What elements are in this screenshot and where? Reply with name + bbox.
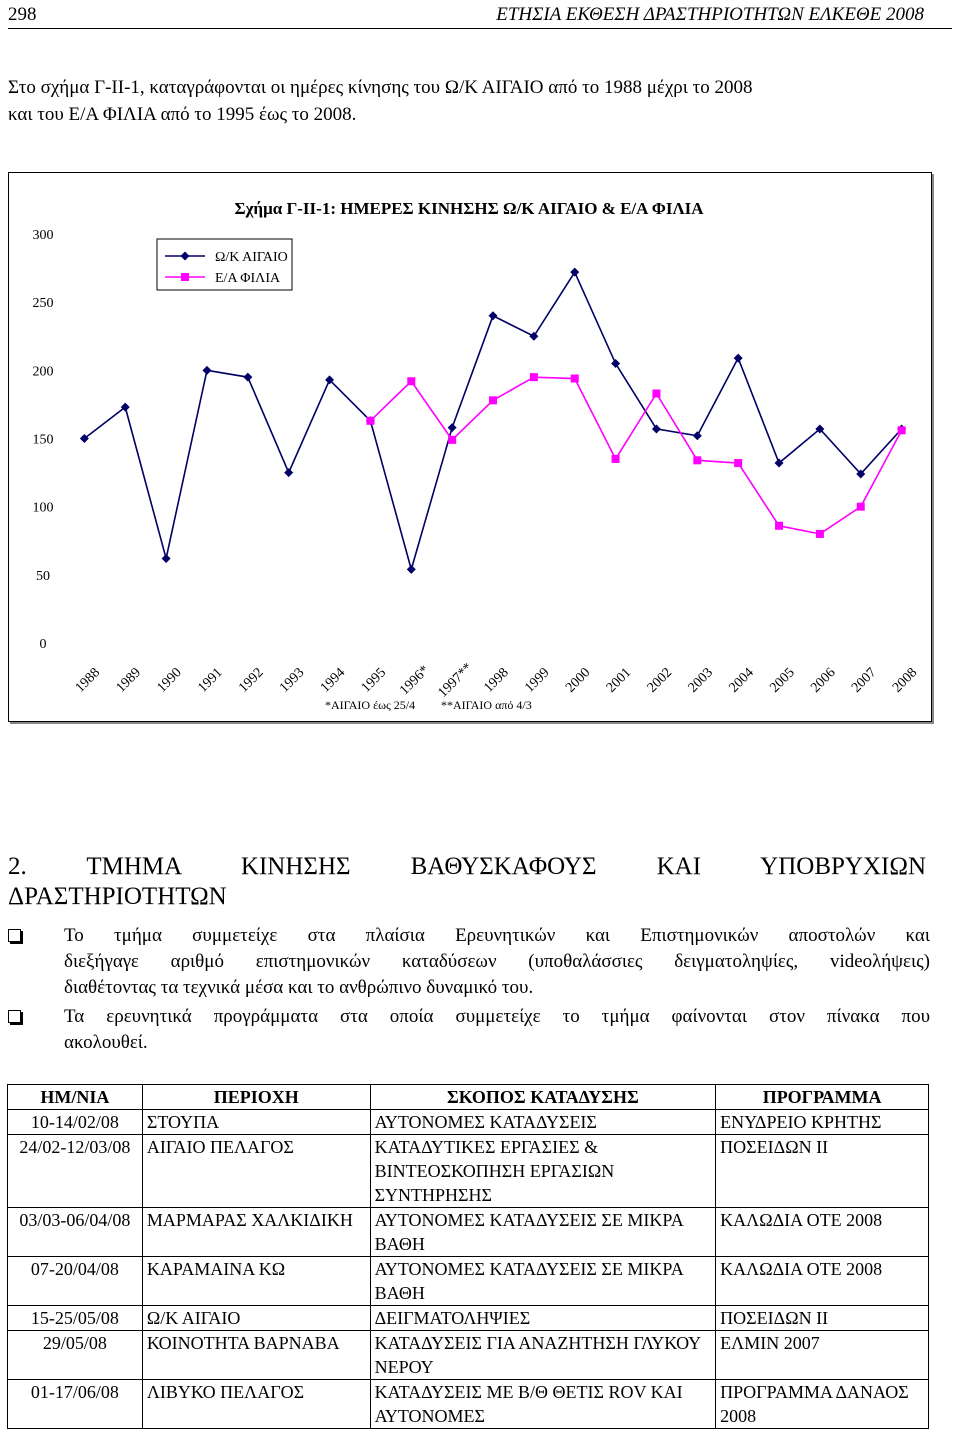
cell-date: 03/03-06/04/08 bbox=[8, 1208, 143, 1257]
x-tick-label: 1990 bbox=[154, 665, 185, 696]
data-point bbox=[489, 311, 498, 320]
chart-frame bbox=[8, 172, 932, 722]
bullet-1-line-2: διεξήγαγε αριθμό επιστημονικών καταδύσεων (υποθαλάσσιες δειγματοληψίες, videoλήψεις) bbox=[64, 951, 930, 972]
cell-program: ΠΟΣΕΙΔΩΝ ΙΙ bbox=[716, 1135, 929, 1208]
y-tick-label: 150 bbox=[32, 432, 54, 448]
x-tick-label: 2005 bbox=[767, 665, 798, 696]
cell-area: ΑΙΓΑΙΟ ΠΕΛΑΓΟΣ bbox=[142, 1135, 370, 1208]
x-tick-label: 2008 bbox=[889, 665, 921, 696]
x-tick-label: 2007 bbox=[849, 665, 880, 696]
y-tick-label: 100 bbox=[32, 500, 54, 516]
x-tick-label: 2006 bbox=[808, 665, 839, 696]
data-point bbox=[693, 456, 701, 464]
cell-program: ΚΑΛΩΔΙΑ ΟΤΕ 2008 bbox=[716, 1257, 929, 1306]
table-row bbox=[8, 1380, 929, 1429]
x-tick-label: 1998 bbox=[481, 665, 512, 696]
y-tick-label: 0 bbox=[39, 637, 47, 652]
x-tick-label: 1992 bbox=[236, 665, 267, 696]
x-tick-label: 1999 bbox=[522, 665, 553, 696]
section-title-line-2: ΔΡΑΣΤΗΡΙΟΤΗΤΩΝ bbox=[8, 883, 227, 910]
page-header bbox=[8, 4, 952, 30]
legend-label: Ε/Α ΦΙΛΙΑ bbox=[215, 271, 281, 286]
data-point bbox=[448, 436, 456, 444]
data-point bbox=[857, 503, 865, 511]
series-line-2 bbox=[370, 377, 901, 534]
cell-program: ΠΡΟΓΡΑΜΜΑ ΔΑΝΑΟΣ 2008 bbox=[716, 1380, 929, 1429]
legend-marker bbox=[181, 273, 189, 281]
data-point bbox=[570, 268, 579, 277]
data-point bbox=[407, 377, 415, 385]
cell-purpose: ΚΑΤΑΔΥΣΕΙΣ ΓΙΑ ΑΝΑΖΗΤΗΣΗ ΓΛΥΚΟΥ ΝΕΡΟΥ bbox=[370, 1331, 716, 1380]
programs-table bbox=[7, 1084, 929, 1429]
y-tick-label: 200 bbox=[32, 364, 54, 380]
column-header-purpose: ΣΚΟΠΟΣ ΚΑΤΑΔΥΣΗΣ bbox=[370, 1085, 716, 1110]
table-row bbox=[8, 1135, 929, 1208]
cell-program: ΠΟΣΕΙΔΩΝ ΙΙ bbox=[716, 1306, 929, 1331]
chart-footnote: **ΑΙΓΑΙΟ από 4/3 bbox=[441, 698, 532, 712]
cell-area: ΛΙΒΥΚΟ ΠΕΛΑΓΟΣ bbox=[142, 1380, 370, 1429]
y-tick-label: 250 bbox=[32, 296, 54, 312]
x-tick-label: 1997** bbox=[435, 660, 476, 701]
cell-date: 24/02-12/03/08 bbox=[8, 1135, 143, 1208]
x-tick-label: 1995 bbox=[358, 665, 390, 696]
bullet-2-line-1: Τα ερευνητικά προγράμματα στα οποία συμμετείχε το τμήμα φαίνονται στον πίνακα που bbox=[64, 1006, 930, 1027]
bullet-item-1 bbox=[8, 923, 930, 1003]
legend-label: Ω/Κ ΑΙΓΑΙΟ bbox=[215, 250, 288, 265]
data-point bbox=[529, 332, 538, 341]
x-tick-label: 1996* bbox=[397, 662, 433, 699]
intro-line-1: Στο σχήμα Γ-ΙΙ-1, καταγράφονται οι ημέρες κίνησης του Ω/Κ ΑΙΓΑΙΟ από το 1988 μέχρι το 2008 bbox=[8, 77, 753, 98]
cell-purpose: ΑΥΤΟΝΟΜΕΣ ΚΑΤΑΔΥΣΕΙΣ bbox=[370, 1110, 716, 1135]
data-point bbox=[652, 424, 661, 433]
cell-program: ΚΑΛΩΔΙΑ ΟΤΕ 2008 bbox=[716, 1208, 929, 1257]
x-tick-label: 1991 bbox=[195, 665, 226, 696]
bullet-1-line-3: διαθέτοντας τα τεχνικά μέσα και το ανθρώπινο δυναμικό του. bbox=[64, 977, 534, 998]
y-tick-label: 300 bbox=[32, 228, 54, 243]
data-point bbox=[734, 354, 743, 363]
bullet-item-2 bbox=[8, 1004, 930, 1058]
cell-date: 07-20/04/08 bbox=[8, 1257, 143, 1306]
chart-title: Σχήμα Γ-ΙΙ-1: ΗΜΕΡΕΣ ΚΙΝΗΣΗΣ Ω/Κ ΑΙΓΑΙΟ & Ε/Α ΦΙΛΙΑ bbox=[234, 199, 704, 218]
cell-program: ΕΝΥΔΡΕΙΟ ΚΡΗΤΗΣ bbox=[716, 1110, 929, 1135]
x-tick-label: 2004 bbox=[726, 665, 757, 696]
data-point bbox=[734, 459, 742, 467]
data-point bbox=[652, 390, 660, 398]
cell-purpose: ΚΑΤΑΔΥΣΕΙΣ ΜΕ Β/Θ ΘΕΤΙΣ ROV ΚΑΙ ΑΥΤΟΝΟΜΕΣ bbox=[370, 1380, 716, 1429]
cell-area: ΣΤΟΥΠΑ bbox=[142, 1110, 370, 1135]
x-tick-label: 2002 bbox=[644, 665, 676, 696]
table-row bbox=[8, 1110, 929, 1135]
data-point bbox=[448, 423, 457, 432]
data-point bbox=[571, 375, 579, 383]
cell-purpose: ΚΑΤΑΔΥΤΙΚΕΣ ΕΡΓΑΣΙΕΣ & ΒΙΝΤΕΟΣΚΟΠΗΣΗ ΕΡΓΑΣΙΩΝ ΣΥΝΤΗΡΗΣΗΣ bbox=[370, 1135, 716, 1208]
line-chart bbox=[9, 173, 931, 721]
data-point bbox=[202, 366, 211, 375]
data-point bbox=[775, 522, 783, 530]
cell-date: 10-14/02/08 bbox=[8, 1110, 143, 1135]
y-tick-label: 50 bbox=[36, 568, 50, 584]
table-header-row bbox=[8, 1085, 929, 1110]
data-point bbox=[366, 417, 374, 425]
data-point bbox=[898, 426, 906, 434]
checkbox-bullet-icon bbox=[8, 1010, 21, 1023]
data-point bbox=[407, 565, 416, 574]
cell-purpose: ΑΥΤΟΝΟΜΕΣ ΚΑΤΑΔΥΣΕΙΣ ΣΕ ΜΙΚΡΑ ΒΑΘΗ bbox=[370, 1257, 716, 1306]
checkbox-bullet-icon bbox=[8, 929, 21, 942]
table-row bbox=[8, 1331, 929, 1380]
data-point bbox=[693, 431, 702, 440]
cell-date: 01-17/06/08 bbox=[8, 1380, 143, 1429]
cell-area: ΜΑΡΜΑΡΑΣ ΧΑΛΚΙΔΙΚΗ bbox=[142, 1208, 370, 1257]
intro-line-2: και του Ε/Α ΦΙΛΙΑ από το 1995 έως το 2008. bbox=[8, 104, 357, 125]
cell-program: ΕΛΜΙΝ 2007 bbox=[716, 1331, 929, 1380]
data-point bbox=[162, 554, 171, 563]
header-rule bbox=[8, 28, 952, 29]
data-point bbox=[611, 359, 620, 368]
x-tick-label: 2003 bbox=[685, 665, 717, 696]
data-point bbox=[243, 373, 252, 382]
cell-area: ΚΟΙΝΟΤΗΤΑ ΒΑΡΝΑΒΑ bbox=[142, 1331, 370, 1380]
x-tick-label: 1988 bbox=[72, 665, 104, 696]
data-point bbox=[612, 455, 620, 463]
table-row bbox=[8, 1208, 929, 1257]
bullet-2-line-2: ακολουθεί. bbox=[64, 1032, 148, 1053]
cell-date: 29/05/08 bbox=[8, 1331, 143, 1380]
cell-date: 15-25/05/08 bbox=[8, 1306, 143, 1331]
data-point bbox=[816, 530, 824, 538]
x-tick-label: 2000 bbox=[563, 665, 594, 696]
cell-purpose: ΔΕΙΓΜΑΤΟΛΗΨΙΕΣ bbox=[370, 1306, 716, 1331]
page-number: 298 bbox=[8, 4, 37, 25]
chart-footnote: *ΑΙΓΑΙΟ έως 25/4 bbox=[325, 698, 416, 712]
cell-area: ΚΑΡΑΜΑΙΝΑ ΚΩ bbox=[142, 1257, 370, 1306]
x-tick-label: 1989 bbox=[113, 665, 144, 696]
section-title-line-1: 2. ΤΜΗΜΑ ΚΙΝΗΣΗΣ ΒΑΘΥΣΚΑΦΟΥΣ ΚΑΙ ΥΠΟΒΡΥΧΙΩΝ bbox=[8, 853, 926, 880]
cell-purpose: ΑΥΤΟΝΟΜΕΣ ΚΑΤΑΔΥΣΕΙΣ ΣΕ ΜΙΚΡΑ ΒΑΘΗ bbox=[370, 1208, 716, 1257]
x-tick-label: 1994 bbox=[317, 665, 349, 696]
table-row bbox=[8, 1257, 929, 1306]
data-point bbox=[530, 373, 538, 381]
column-header-program: ΠΡΟΓΡΑΜΜΑ bbox=[716, 1085, 929, 1110]
x-tick-label: 2001 bbox=[603, 665, 635, 696]
column-header-area: ΠΕΡΙΟΧΗ bbox=[142, 1085, 370, 1110]
column-header-date: ΗΜ/ΝΙΑ bbox=[8, 1085, 143, 1110]
bullet-1-line-1: Το τμήμα συμμετείχε στα πλαίσια Ερευνητικών και Επιστημονικών αποστολών και bbox=[64, 925, 930, 946]
cell-area: Ω/Κ ΑΙΓΑΙΟ bbox=[142, 1306, 370, 1331]
x-tick-label: 1993 bbox=[277, 665, 308, 696]
data-point bbox=[284, 468, 293, 477]
table-row bbox=[8, 1306, 929, 1331]
running-title: ΕΤΗΣΙΑ ΕΚΘΕΣΗ ΔΡΑΣΤΗΡΙΟΤΗΤΩΝ ΕΛΚΕΘΕ 2008 bbox=[496, 4, 924, 25]
data-point bbox=[489, 396, 497, 404]
intro-paragraph bbox=[8, 74, 933, 128]
